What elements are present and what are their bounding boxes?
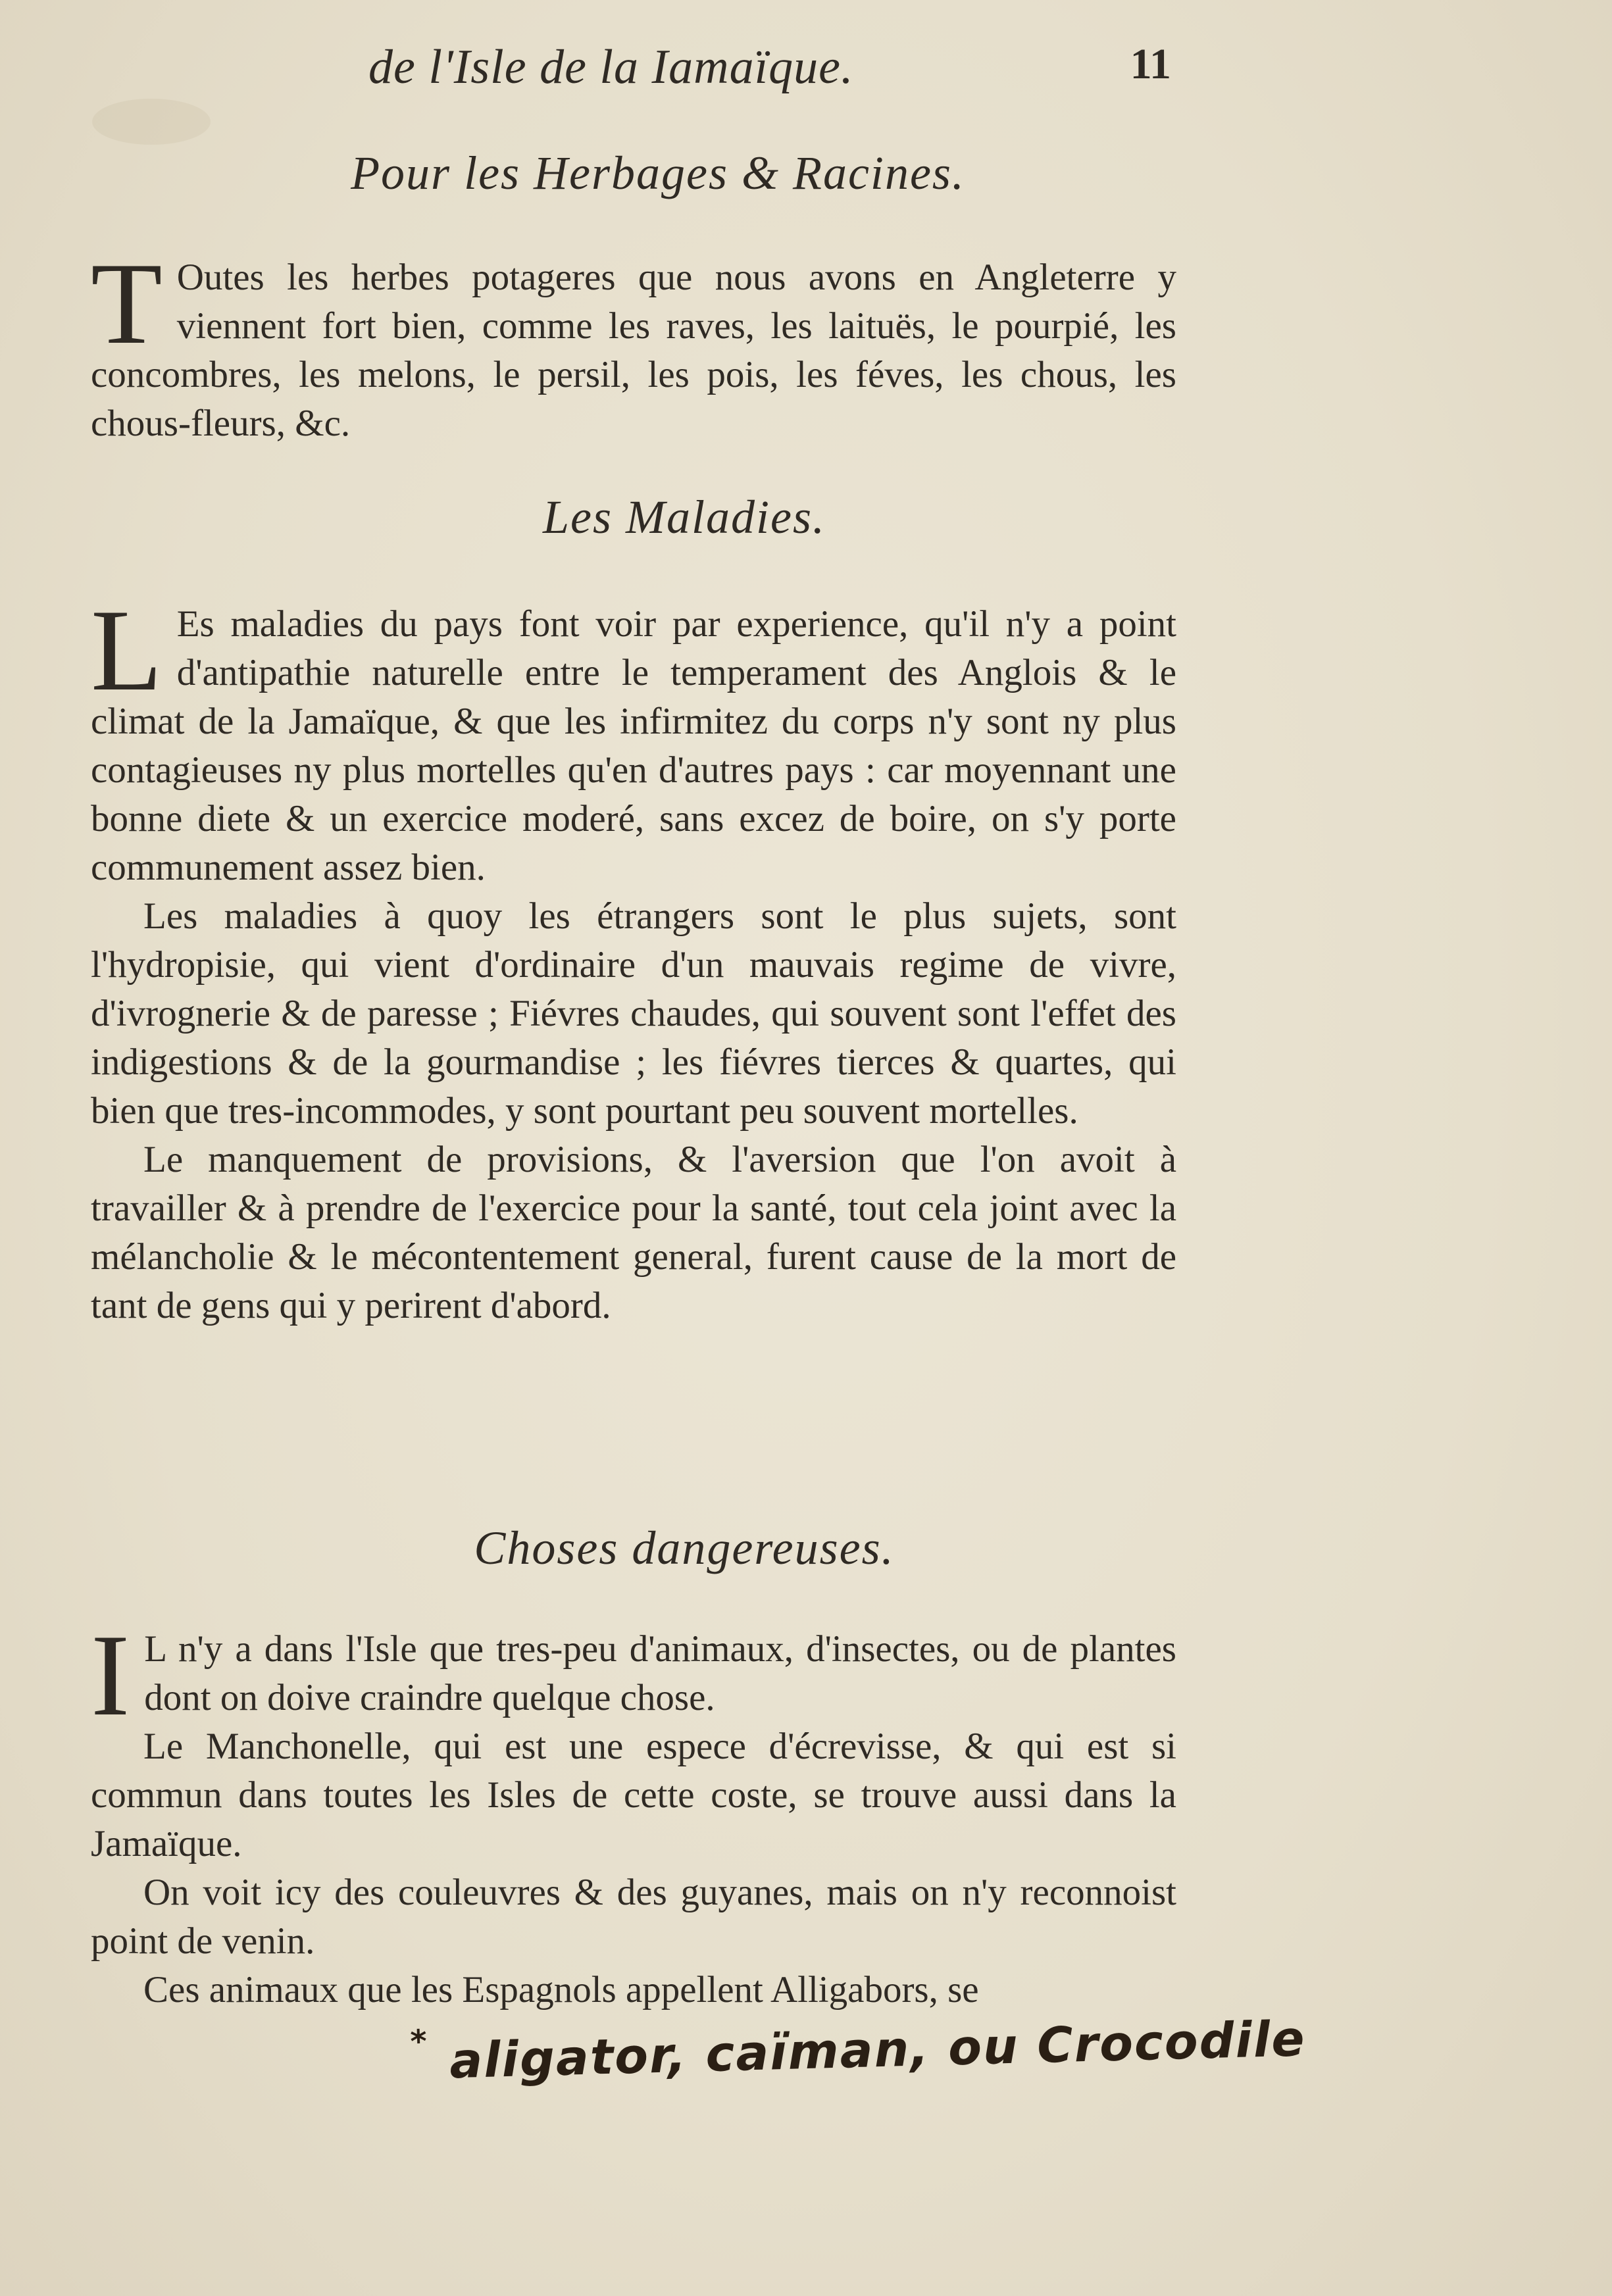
section-heading-maladies: Les Maladies. <box>543 491 826 543</box>
paragraph: On voit icy des couleuvres & des guyanes, mais on n'y reconnoist point de venin. <box>91 1872 1176 1962</box>
paragraph: L n'y a dans l'Isle que tres-peu d'animaux, d'insectes, ou de plantes dont on doive craindre quelque chose. <box>144 1628 1176 1718</box>
paragraph: Les maladies à quoy les étrangers sont le plus sujets, sont l'hydropisie, qui vient d'ordinaire d'un mauvais regime de vivre, d'ivrognerie & de paresse ; Fiévres chaudes, qui souvent sont l'effet des indigestions & de la gourmandise ; les fiévres tierces & quartes, qui bien que tres-incommodes, y sont pourtant peu souvent mortelles. <box>91 895 1176 1132</box>
paragraph: Es maladies du pays font voir par experience, qu'il n'y a point d'antipathie naturelle entre le temperament des Anglois & le climat de la Jamaïque, & que les infirmitez du corps n'y sont ny plus contagieuses ny plus mortelles qu'en d'autres pays : car moyennant une bonne diete & un exercice moderé, sans excez de boire, on s'y porte communement assez bien. <box>91 603 1176 888</box>
page-stain <box>92 99 211 145</box>
drop-cap: I <box>91 1610 130 1740</box>
drop-cap: L <box>91 585 163 715</box>
drop-cap: T <box>91 238 163 368</box>
section-herbages <box>91 238 1176 448</box>
paragraph: Le Manchonelle, qui est une espece d'écrevisse, & qui est si commun dans toutes les Isles de cette coste, se trouve aussi dans la Jamaïque. <box>91 1726 1176 1864</box>
section-maladies <box>91 585 1176 1330</box>
running-head: de l'Isle de la Iamaïque. <box>368 40 854 94</box>
page-header <box>355 39 1171 99</box>
paragraph: Ces animaux que les Espagnols appellent Alligabors, se <box>143 1969 979 2010</box>
annotation-marker: * <box>409 2023 429 2060</box>
annotation-text: aligator, caïman, ou Crocodile <box>449 2010 1307 2090</box>
section-heading-herbages: Pour les Herbages & Racines. <box>351 147 965 199</box>
paragraph: Le manquement de provisions, & l'aversion que l'on avoit à travailler & à prendre de l'exercice pour la santé, tout cela joint avec la mélancholie & le mécontentement general, furent cause de la mort de tant de gens qui y perirent d'abord. <box>91 1139 1176 1326</box>
section-choses-dangereuses <box>91 1610 1176 2014</box>
paragraph: Outes les herbes potageres que nous avons en Angleterre y viennent fort bien, comme les raves, les laituës, le pourpié, les concombres, les melons, le persil, les pois, les féves, les chous, les chous-fleurs, &c. <box>91 257 1176 444</box>
page-number: 11 <box>1130 40 1171 88</box>
section-heading-choses: Choses dangereuses. <box>474 1522 895 1574</box>
